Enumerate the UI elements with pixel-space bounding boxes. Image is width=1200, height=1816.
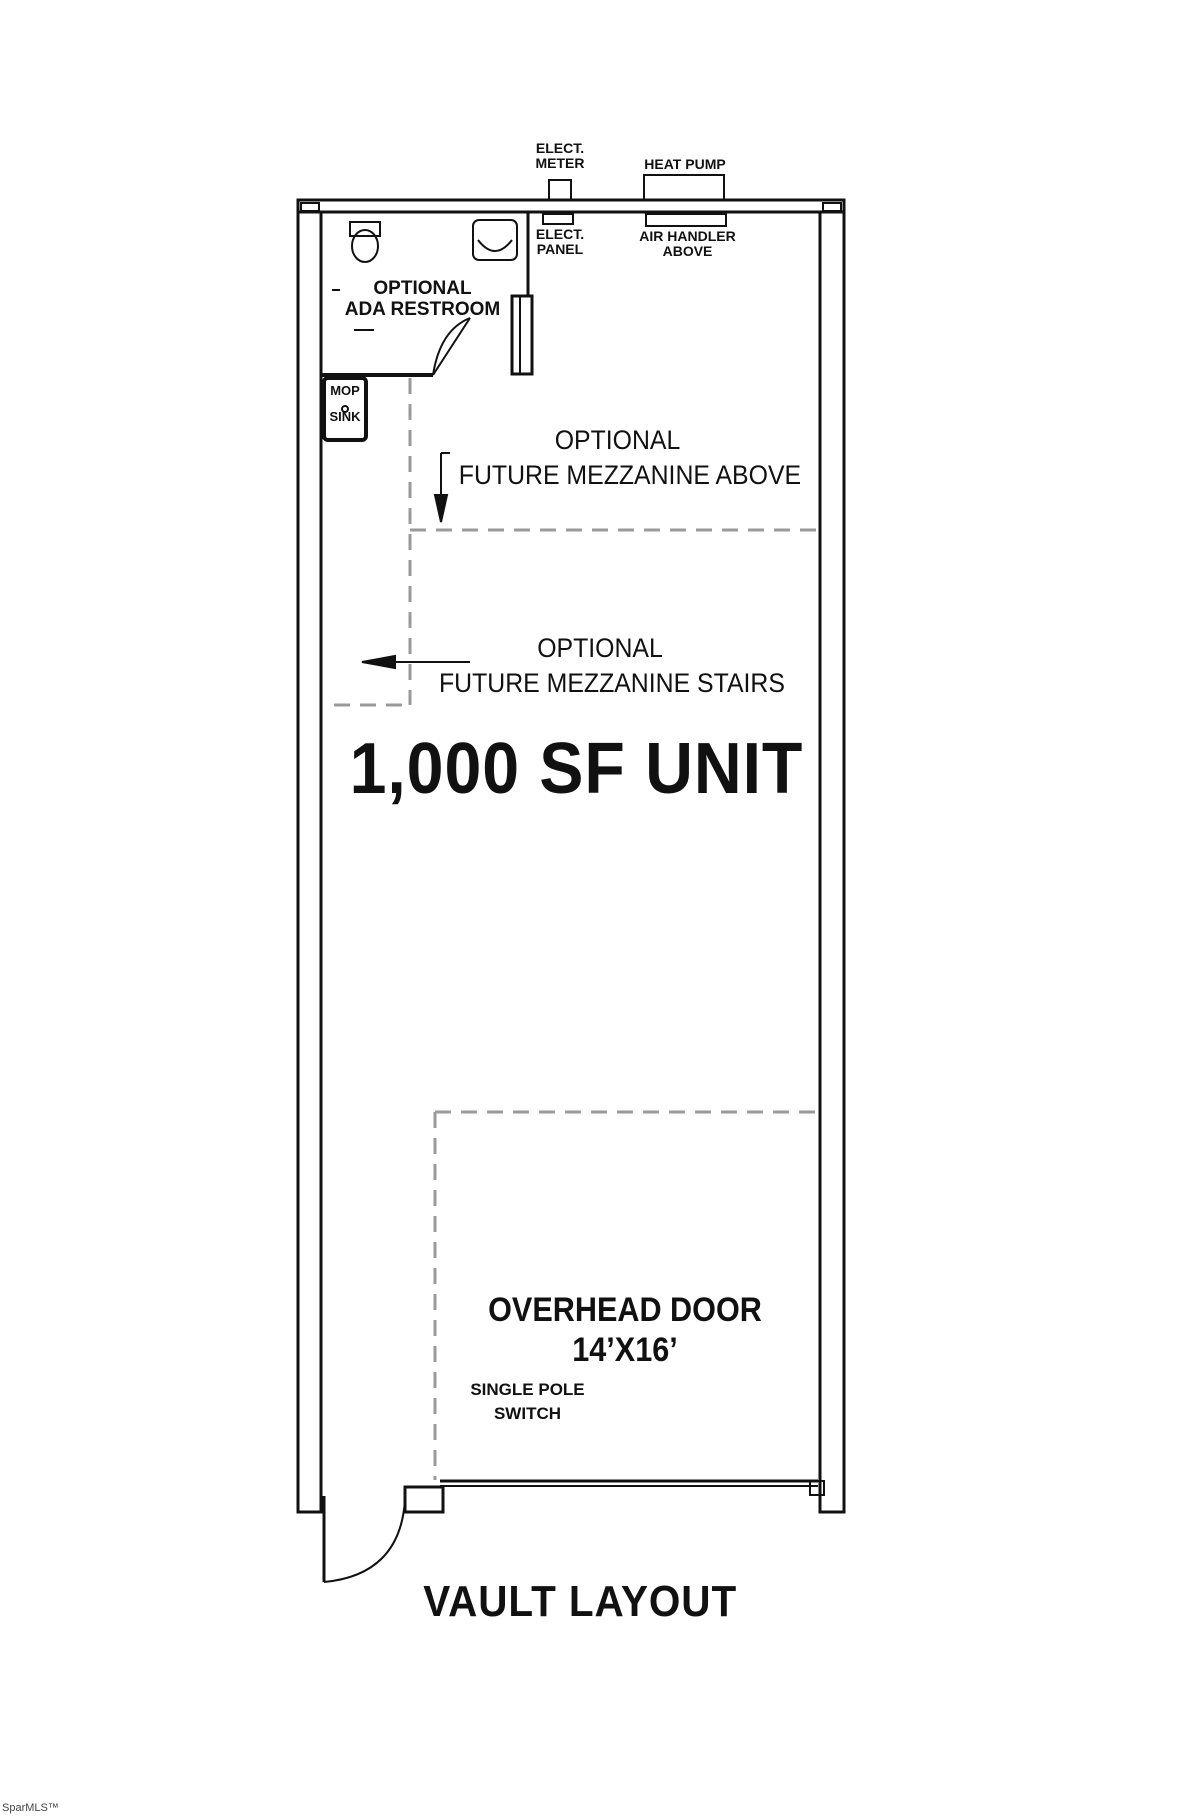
left-wall (298, 212, 321, 1512)
elect-panel-box (543, 214, 573, 224)
stairs-arrow-head (362, 656, 395, 668)
mop-sink-label: MOP SINK (329, 383, 361, 425)
entry-door-swing (324, 1500, 405, 1582)
restroom-door (433, 318, 470, 375)
restroom-label: OPTIONAL ADA RESTROOM (344, 278, 501, 320)
heat-pump-box (644, 175, 724, 200)
elect-meter-label: ELECT. METER (535, 140, 585, 172)
overhead-door-label: OVERHEAD DOOR 14’X16’ (488, 1291, 762, 1369)
elect-panel-label: ELECT. PANEL (535, 226, 585, 258)
right-wall (820, 212, 844, 1512)
heat-pump-label: HEAT PUMP (644, 156, 726, 172)
watermark-logo: SparMLS™ (2, 1802, 59, 1814)
layout-title: VAULT LAYOUT (423, 1577, 738, 1626)
toilet-icon (350, 222, 380, 262)
mezzanine-arrow-head (435, 495, 447, 522)
elect-meter-box (549, 180, 571, 200)
lavatory-sink-icon (473, 220, 517, 260)
stairs-label: OPTIONAL FUTURE MEZZANINE STAIRS (439, 633, 785, 698)
top-wall (298, 200, 844, 212)
unit-size-label: 1,000 SF UNIT (349, 729, 804, 809)
air-handler-box (646, 214, 726, 226)
switch-label: SINGLE POLE SWITCH (470, 1380, 585, 1423)
air-handler-label: AIR HANDLER ABOVE (639, 228, 736, 260)
mezzanine-label: OPTIONAL FUTURE MEZZANINE ABOVE (458, 425, 802, 490)
restroom-wall-stub (512, 296, 532, 374)
door-jamb-left (405, 1487, 443, 1512)
